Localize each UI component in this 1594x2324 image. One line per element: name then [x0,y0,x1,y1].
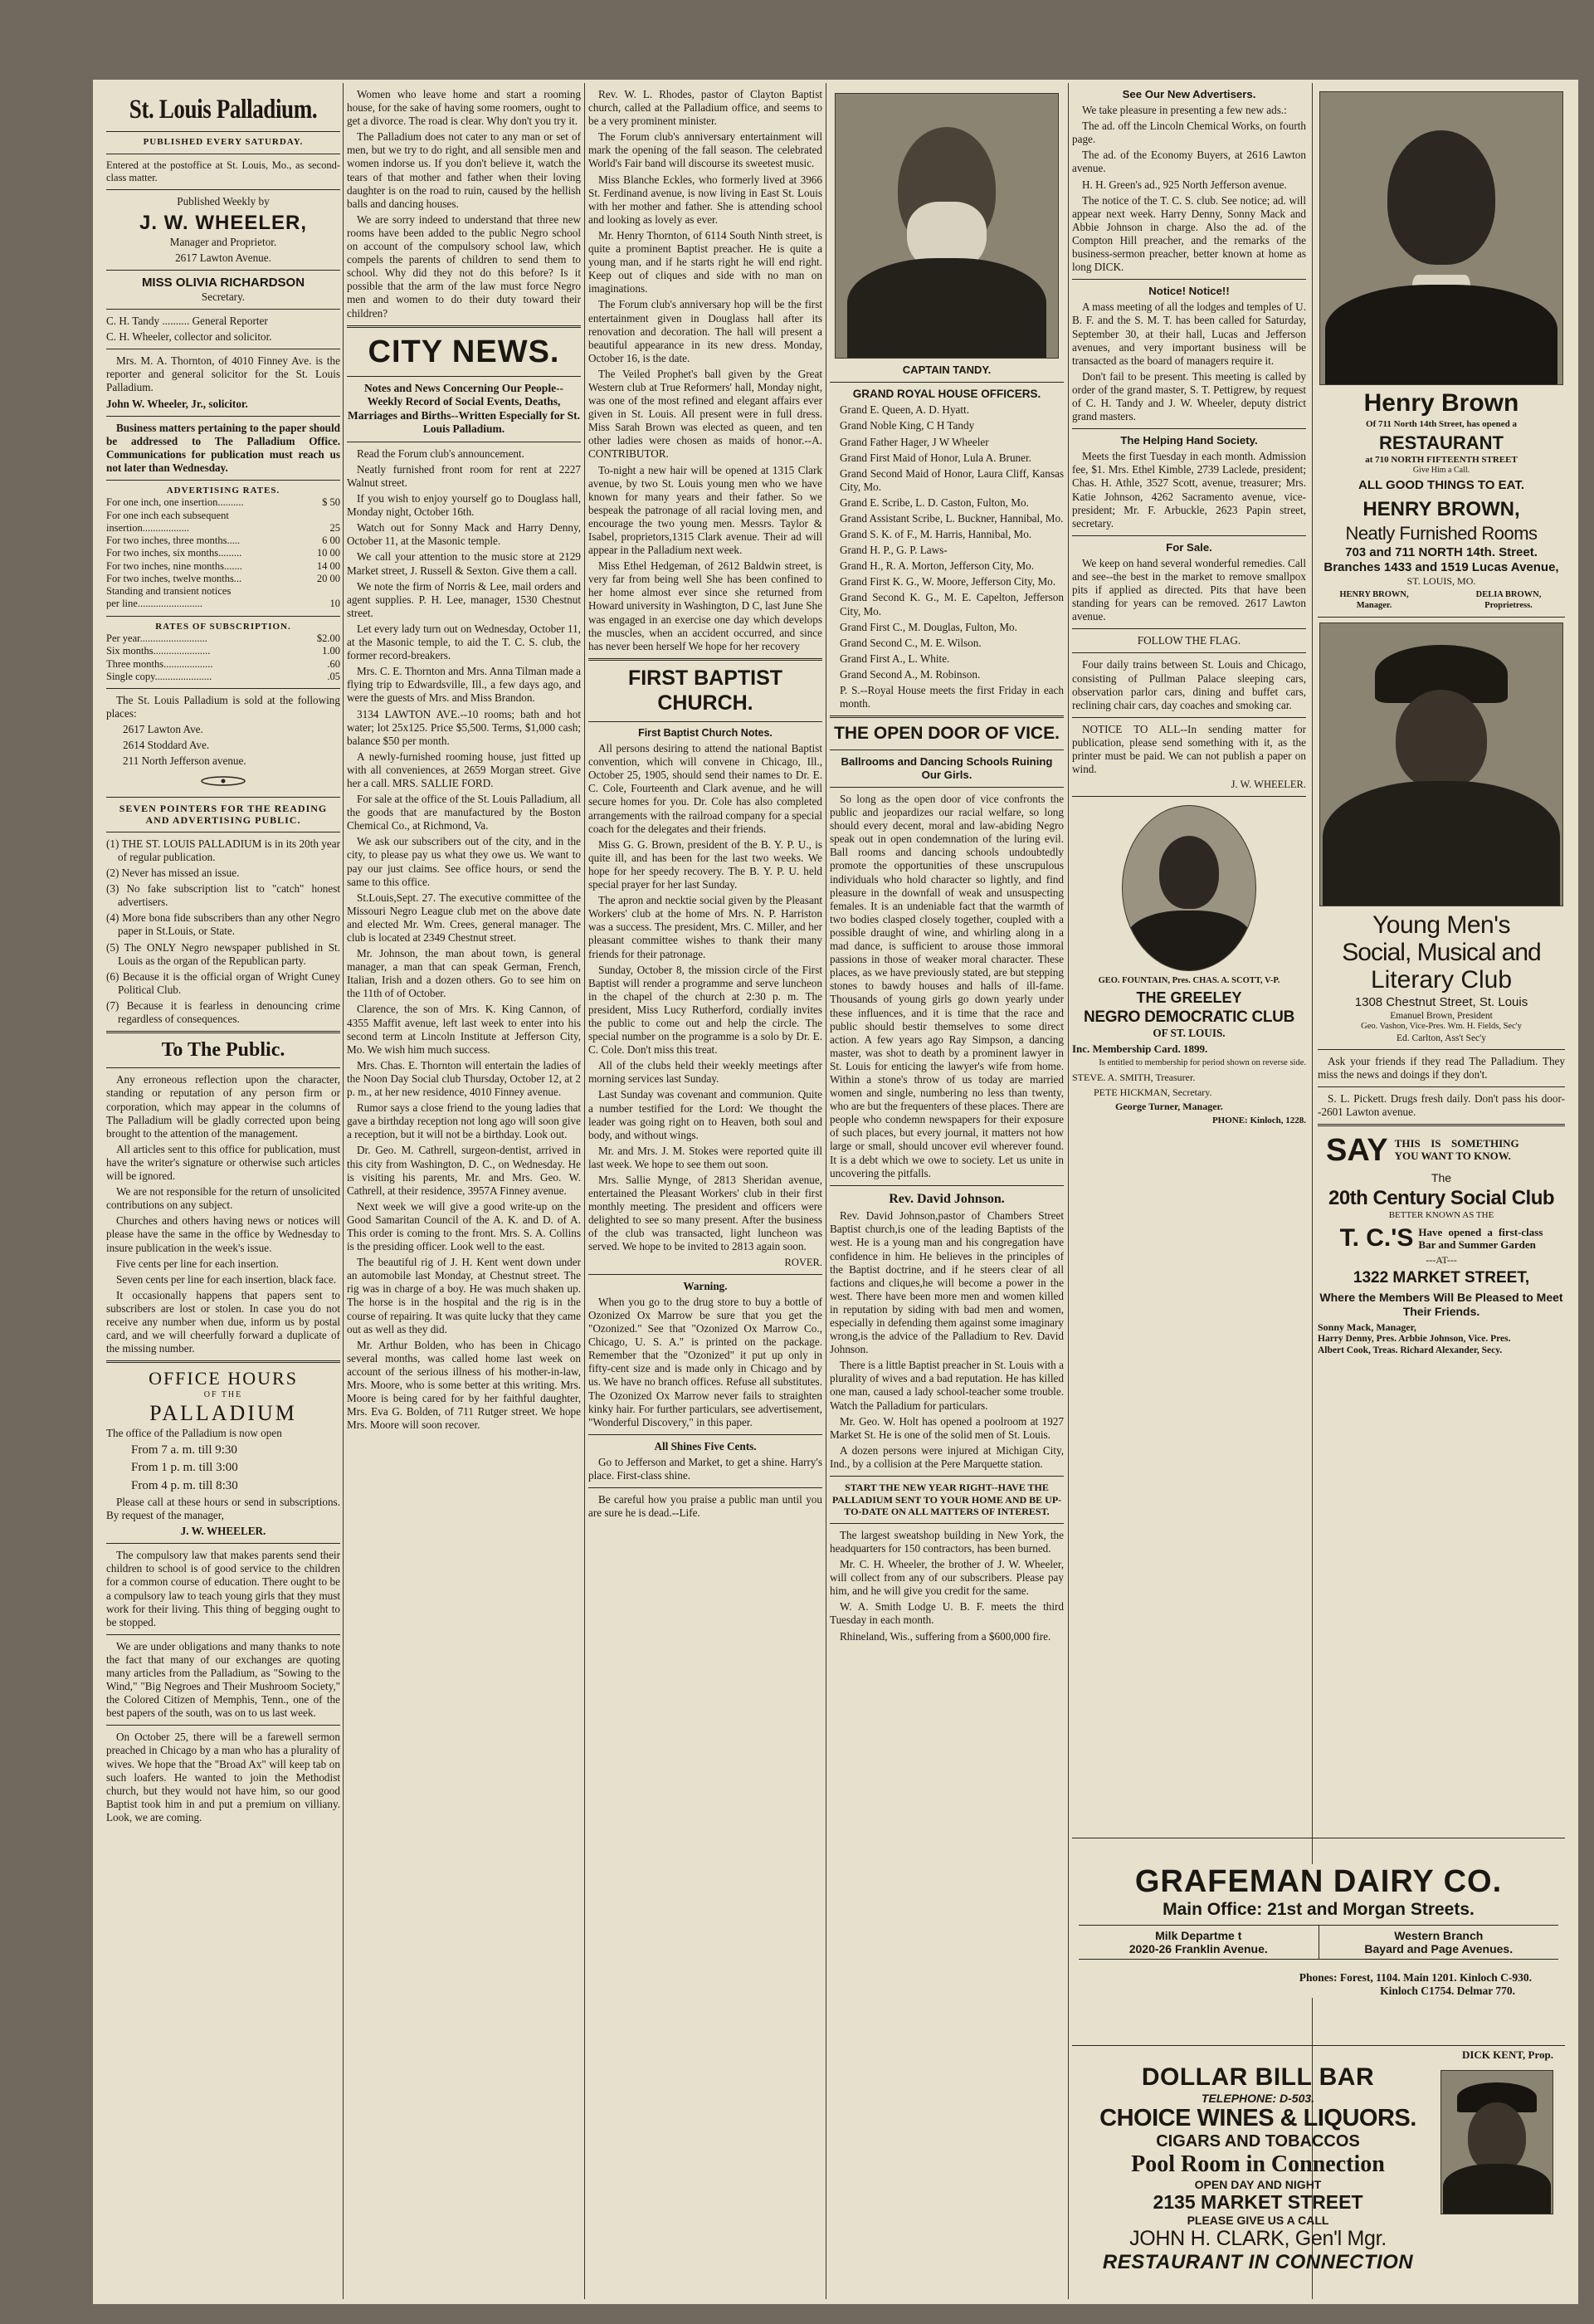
new-advertiser-paragraph: The ad. of the Economy Buyers, at 2616 Lawton avenue. [1072,149,1306,175]
tail-items [830,1529,1064,1643]
henry-brown-good: ALL GOOD THINGS TO EAT. [1358,478,1524,493]
officer-line: Grand Assistant Scribe, L. Buckner, Hannibal, Mo. [840,511,1064,525]
open-door-body: So long as the open door of vice confronts the public and jeopardizes our racial welfare, so long should every decent, moral and law-abiding Negro speak out in open condemnation of the luring evil. Ball rooms and dancing schools undoubtedly promote the opportunities of these unscrupulous individuals who hold character so lightly, and find pleasure in the downfall of weak and unsuspecting females. It is an undeniable fact that the warmth of two bodies clasped closely together, coupled with a possible draught of wine, and whirling along in a mad dance, is sufficient to arouse those immoral passions in those of weaker moral character. These places, as we have previously stated, are but stepping stones to bawdy houses and halls of ill-fame. Thousands of young girls go down yearly under these influences, and it is time that the race and public should bestir themselves to some direct action. A few years ago Ray Simpson, a dancing master, was shot to death by a prominent lawyer in St. Louis for enticing the lawyer's wife from home. Within a stone's throw of us today are married women and single, numbering no less than twenty, who are but the frequenters of these places. There are people who condemn newspapers for their exposure of such places, but every journal, it matters not how large or small, should uncover evil wherever found. It is a debt which we owe to society. Let us unite in uncovering the pitfalls. [830,793,1064,1179]
public-paragraph: It occasionally happens that papers sent to subscribers are lost or stolen. In case you do not receive any number when due, inform us by postal card, and we will cheerfully forward a duplicate of the missing number. [106,1288,340,1355]
news-paragraph: The Veiled Prophet's ball given by the Great Western club at True Reformers' hall, Monday night, was one of the most refined and elegant affairs ever given in St. Louis. All present were in full dress. Miss Sarah Brown was elected as queen, and ten other ladies were chosen as maids of honor.--A. CONTRIBUTOR. [588,367,822,461]
tail-paragraph: The largest sweatshop building in New York, the headquarters for 150 contractors, has been burned. [830,1528,1064,1555]
henry-brown-name: Henry Brown [1363,389,1519,417]
advertising-rate-row-label: For two inches, six months......... [106,547,242,559]
henry-brown-restaurant: RESTAURANT [1379,432,1504,453]
henry-brown-branches: Branches 1433 and 1519 Lucas Avenue, [1323,560,1559,575]
entered-notice: Entered at the postoffice at St. Louis, Mo., as second-class matter. [106,159,340,183]
to-the-public-body [106,1073,340,1355]
subscription-rate-row-price: 1.00 [322,645,340,657]
public-paragraph: We are not responsible for the return of unsolicited contributions on any subject. [106,1185,340,1212]
johnson-paragraph: A dozen persons were injured at Michigan City, Ind., by a collision at the Pere Marquette station. [830,1443,1064,1470]
news-paragraph: The Forum club's anniversary entertainment will mark the opening of the fall season. The celebrated World's Fair band will discourse its sweetest music. [588,130,822,170]
pickett-ad: S. L. Pickett. Drugs fresh daily. Don't pass his door--2601 Lawton avenue. [1318,1091,1565,1119]
young-mens-title-1: Young Men's [1372,911,1510,939]
grafeman-west [1319,1926,1559,1959]
young-mens-asst: Ed. Carlton, Ass't Sec'y [1397,1033,1486,1043]
pointer-item: (4) More bona fide subscribers than any other Negro paper in St.Louis, or State. [106,911,340,938]
shines-title: All Shines Five Cents. [654,1439,757,1452]
johnson-paragraph: There is a little Baptist preacher in St. Louis with a plurality of wives and a bad reputation. He has killed one man, caused a lady school-teacher some trouble. Watch the Palladium for particulars. [830,1359,1064,1412]
grafeman-milk [1079,1926,1319,1959]
dollar-bill-prop: DICK KENT, Prop. [1461,2048,1553,2061]
subscription-rate-row [106,632,340,645]
greeley-name: NEGRO DEMOCRATIC CLUB [1083,1008,1295,1027]
grafeman-milk-address: 2020-26 Franklin Avenue. [1128,1942,1268,1955]
say-where: Where the Members Will Be Pleased to Meet Their Friends. [1319,1290,1563,1318]
advertising-rate-row-price: 25 [329,521,340,534]
public-paragraph: Five cents per line for each insertion. [116,1257,279,1270]
notice-signature: J. W. WHEELER. [1231,779,1306,791]
officer-line: Grand Father Hager, J W Wheeler [840,435,989,448]
grafeman-name: GRAFEMAN DAIRY CO. [1134,1864,1503,1899]
dollar-bill-open: OPEN DAY AND NIGHT [1194,2178,1322,2191]
city-news-item: Dr. Geo. M. Cathrell, surgeon-dentist, arrived in this city from Washington, D. C., on Wednesday. He is visiting his parents, Mr. and Mrs. Geo. W. Cathrell, at their residence, 3957A Finney avenue. [347,1144,581,1197]
advertising-rate-row-label: insertion.................. [106,521,189,534]
grafeman-phones-2: Kinloch C1754. Delmar 770. [1380,1985,1515,1997]
young-mens-vps: Geo. Vashon, Vice-Pres. Wm. H. Fields, Sec'y [1361,1021,1522,1031]
grafeman-west-address: Bayard and Page Avenues. [1364,1942,1514,1955]
advertising-rate-row [106,547,340,559]
subscription-rate-row-label: Per year.......................... [106,632,207,645]
first-baptist-title: FIRST BAPTIST CHURCH. [627,666,783,715]
published-by: Published Weekly by [177,195,270,208]
advertising-rates-title: ADVERTISING RATES. [166,486,280,496]
city-news-item: Watch out for Sonny Mack and Harry Denny, October 11, at the Masonic temple. [347,521,581,548]
first-baptist-note: Miss G. G. Brown, president of the B. Y. P. U., is quite ill, and has been for the last two weeks. We hope for her speedy recovery. The B. Y. P. U. held special prayer for her last Sunday. [588,837,822,891]
advertising-rate-row-price: 20 00 [316,572,340,584]
ask-friends: Ask your friends if they read The Palladium. They miss the news and doings if they don't. [1318,1054,1565,1081]
secretary-name: MISS OLIVIA RICHARDSON [141,275,305,290]
column-3 [588,88,822,2296]
grafeman-phones: Phones: Forest, 1104. Main 1201. Kinloch C-930. [1299,1971,1532,1984]
young-mens-title-3: Literary Club [1370,965,1513,994]
say-header [1318,1131,1565,1169]
sales-place: 211 North Jefferson avenue. [123,754,246,768]
officer-line: Grand Second C., M. E. Wilson. [840,636,982,649]
tail-paragraph: W. A. Smith Lodge U. B. F. meets the third Tuesday in each month. [830,1600,1064,1627]
officer-line: Grand First A., L. White. [840,652,950,665]
new-advertiser-paragraph: We take pleasure in presenting a few new ads.: [1082,104,1287,117]
subscription-rate-row [106,645,340,657]
young-mens-portrait [1319,622,1563,906]
greeley-secretary: PETE HICKMAN, Secretary. [1094,1086,1212,1098]
officer-line: Grand E. Queen, A. D. Hyatt. [840,403,970,417]
sales-place: 2614 Stoddard Ave. [123,739,210,752]
publisher-name: J. W. WHEELER, [139,212,307,235]
grafeman-west-label: Western Branch [1394,1929,1484,1942]
open-door-title: THE OPEN DOOR OF VICE. [834,724,1060,744]
column-2 [347,88,581,2296]
photo-caption: CAPTAIN TANDY. [902,364,992,376]
news-paragraph: Mr. Henry Thornton, of 6114 South Ninth street, is quite a prominent Baptist preacher. He is quite a young man, and if he starts right he will end right. Keep out of cliques and side with no man on imaginations. [588,228,822,295]
subscription-rate-row-price: $2.00 [316,632,340,645]
city-news-item: Mr. Arthur Bolden, who has been in Chicago several months, was called home last week on account of the serious illness of his mother-in-law, Mrs. Moore, who is some better at this writing. Mrs. Moore is being cared for by her faithful daughter, Mrs. Eva G. Bolden, of 711 Rutger street. We hope Mrs. Moore will soon recover. [347,1338,581,1432]
news-paragraph: Rev. W. L. Rhodes, pastor of Clayton Baptist church, called at the Palladium office, and seems to be a very prominent minister. [588,88,822,128]
pointer-item: (2) Never has missed an issue. [106,867,240,880]
staff-line: C. H. Tandy .......... General Reporter [106,315,268,328]
column-rule [343,83,344,2299]
dollar-bill-address: 2135 MARKET STREET [1153,2191,1363,2213]
publisher-address: 2617 Lawton Avenue. [175,251,271,264]
reporter-note: Mrs. M. A. Thornton, of 4010 Finney Ave. is the reporter and general solicitor for the St. Louis Palladium. [106,354,340,394]
young-mens-address: 1308 Chestnut Street, St. Louis [1354,994,1528,1009]
officer-line: Grand Second K. G., M. E. Capelton, Jefferson City, Mo. [840,591,1064,618]
captain-tandy-portrait [835,93,1059,359]
first-baptist-note: Last Sunday was covenant and communion. Quite a number testified for the Lord: We thought the leader was going right on to Heaven, both soul and body, and without wings. [588,1088,822,1141]
advertising-rate-row-price: $ 50 [322,496,340,509]
city-news-item: Read the Forum club's announcement. [357,447,524,460]
first-baptist-subtitle: First Baptist Church Notes. [638,726,773,739]
new-advertisers-title: See Our New Advertisers. [1122,88,1256,100]
henry-brown-line: Of 711 North 14th Street, has opened a [1366,418,1517,429]
first-baptist-note: Mr. and Mrs. J. M. Stokes were reported quite ill last week. We hope to see them out soon. [588,1144,822,1170]
news-paragraph: Miss Blanche Eckles, who formerly lived at 3966 St. Ferdinand avenue, is now living in East St. Louis with her mother and father. She is attending school and looking as lovely as ever. [588,173,822,226]
city-news-item: We ask our subscribers out of the city, and in the city, to please pay us what they owe us. We want to pay our just claims. See office hours, or send the same to this office. [347,835,581,888]
officer-line: Grand Noble King, C H Tandy [840,419,975,432]
say-the: The [1431,1171,1452,1185]
office-signature: J. W. WHEELER. [180,1525,266,1538]
obligations-item: We are under obligations and many thanks to note the fact that many of our exchanges are quoting many articles from the Palladium, as "Sowing to the Wind," "Big Negroes and Their Mushroom Society," the Colored Citizen of Memphis, Tenn., one of the best papers of the south, was on to us last week. [106,1639,340,1720]
dollar-bill-please: PLEASE GIVE US A CALL [1187,2214,1329,2227]
greeley-officers: GEO. FOUNTAIN, Pres. CHAS. A. SCOTT, V-P. [1098,976,1280,986]
say-staff: Harry Denny, Pres. Arbbie Johnson, Vice. Pres. [1318,1334,1511,1345]
dollar-bill-telephone: TELEPHONE: D-503. [1201,2092,1315,2105]
city-news-item: For sale at the office of the St. Louis Palladium, all the goods that are manufactured by the Boston Chemical Co., at Richmond, Va. [347,793,581,832]
say-tcs-row [1318,1223,1565,1254]
to-the-public-title: To The Public. [161,1039,285,1062]
pointer-item: (3) No fake subscription list to "catch" honest advertisers. [106,882,340,909]
notice-title: Notice! Notice!! [1148,285,1230,298]
henry-brown-name-2: HENRY BROWN, [1362,497,1520,520]
city-news-subtitle: Notes and News Concerning Our People--Weekly Record of Social Events, Deaths, Marriages and Births--Written Especially for St. Louis Palladium. [348,381,580,436]
city-news-item: If you wish to enjoy yourself go to Douglass hall, Monday night, October 16th. [347,492,581,519]
johnson-paragraph: Rev. David Johnson,pastor of Chambers Street Baptist church,is one of the leading Baptists of the west. He is a young man and his congregation have confidence in him. He believes in the principles of the Baptist doctrine, and if he steers clear of all factions and cliques,he will become a power in the west. There have been more men and women killed in reputation by siding with bad men and women, especially in defending them against some imaginary wrong,is the advice of the Palladium to Rev. David Johnson. [830,1209,1064,1356]
johnson-paragraph: Mr. Geo. W. Holt has opened a poolroom at 1927 Market St. He is one of the solid men of St. Louis. [830,1414,1064,1441]
news-paragraphs [588,88,822,653]
city-news-item: Rumor says a close friend to the young ladies that gave a birthday reception not long ago will soon give a reception, but it will not be a birthday. Look out. [347,1101,581,1141]
greeley-phone: PHONE: Kinloch, 1228. [1211,1116,1306,1126]
sold-at: The St. Louis Palladium is sold at the following places: [106,694,340,720]
say-side: THIS IS SOMETHING YOU WANT TO KNOW. [1394,1137,1519,1163]
dollar-bill-manager: JOHN H. CLARK, Gen'l Mgr. [1129,2227,1387,2250]
john-clark-portrait [1440,2070,1553,2214]
henry-brown-rooms-address: 703 and 711 NORTH 14th. Street. [1345,544,1538,559]
business-note: Business matters pertaining to the paper should be addressed to The Palladium Office. Communications for publication must reach us not later than Wednesday. [106,421,340,474]
city-news-item: A newly-furnished rooming house, just fitted up with all conveniences, at 2659 Morgan street. Give her a call. MRS. SALLIE FORD. [347,749,581,789]
officer-line: Grand S. K. of F., M. Harris, Hannibal, Mo. [840,528,1032,541]
say-tcs: T. C.'S [1339,1224,1414,1252]
rover-signature: ROVER. [784,1256,822,1268]
subscription-rate-row-label: Six months...................... [106,645,211,657]
publisher-title: Manager and Proprietor. [169,235,277,248]
advertising-rate-row-price: 10 00 [316,547,340,559]
city-news-item: We call your attention to the music store at 2129 Market street, J. Russell & Sexton. Give them a call. [347,550,581,577]
advertising-rate-row-price: 10 [329,598,340,610]
city-news-item: St.Louis,Sept. 27. The executive committee of the Missouri Negro League club met on the above date and elected Mr. Wm. Crees, general manager. The club is located at 2349 Chestnut street. [347,891,581,945]
careful-quote: Be careful how you praise a public man until you are sure he is dead.--Life. [588,1493,822,1520]
advertising-rate-row-price: 14 00 [316,559,340,572]
public-paragraph: Any erroneous reflection upon the character, standing or reputation of any person firm or corporation, which may appear in the columns of The Palladium will be gladly corrected upon being brought to the attention of the management. [106,1073,340,1140]
city-news-item: Next week we will give a good write-up on the Good Samaritan Council of the A. K. and D. of A. This order is coming to the front. Mrs. S. A. Collins is the presiding officer. Look well to the east. [347,1199,581,1253]
column-4 [830,88,1064,2296]
advertising-rate-row [106,522,340,535]
say-at: ---AT--- [1426,1253,1457,1266]
column-rule [584,83,585,2299]
say-address: 1322 MARKET STREET, [1353,1269,1530,1287]
office-palladium: PALLADIUM [149,1401,297,1426]
advertising-rate-row [106,535,340,547]
officer-line: Grand Second Maid of Honor, Laura Cliff, Kansas City, Mo. [840,466,1064,493]
young-mens-title-2: Social, Musical and [1342,938,1541,966]
advertising-rate-row-price: 6 00 [322,535,340,547]
say-staff: Sonny Mack, Manager, [1318,1321,1416,1333]
officer-line: Grand First Maid of Honor, Lula A. Bruner. [840,451,1031,464]
henry-brown-call: Give Him a Call. [1412,466,1470,476]
say-word: SAY [1326,1133,1388,1169]
city-news-item: 3134 LAWTON AVE.--10 rooms; bath and hot water; lot 25x125. Price $5,500. Terms, $1,000 cash; balance $50 per month. [347,707,581,747]
new-year-notice: START THE NEW YEAR RIGHT--HAVE THE PALLADIUM SENT TO YOUR HOME AND BE UP-TO-DATE ON ALL MATTERS OF INTEREST. [831,1482,1062,1518]
tail-paragraph: Rhineland, Wis., suffering from a $600,000 fire. [840,1629,1051,1643]
for-sale-title: For Sale. [1166,540,1212,554]
young-mens-president: Emanuel Brown, President [1390,1010,1493,1021]
city-news-item: Neatly furnished front room for rent at 2227 Walnut street. [347,462,581,490]
grafeman-branches [1079,1925,1558,1960]
greeley-portrait-frame [1072,805,1306,971]
advertising-rate-row-price [310,585,340,598]
new-advertiser-paragraph: H. H. Green's ad., 925 North Jefferson avenue. [1082,178,1287,191]
office-hour: From 1 p. m. till 3:00 [131,1461,238,1475]
greeley-inc: Inc. Membership Card. 1899. [1072,1042,1208,1056]
ornament-icon [106,775,340,790]
editorial-paragraph: The Palladium does not cater to any man or set of men, but we try to do right, and all sensible men and women indorse us. If you don't believe it, watch the tears of that mother and father when their loving daughter is on the road to ruin, caused by the hellish balls and dancing houses. [347,130,581,210]
office-hour: From 7 a. m. till 9:30 [131,1443,237,1457]
office-hour: From 4 p. m. till 8:30 [131,1478,238,1492]
october25-item: On October 25, there will be a farewell sermon preached in Chicago by a man who has a plurality of wives. We hope that the "Broad Ax" will keep tab on such loafers. He wanted to join the Methodist church, but they would not have him, so our good Baptist took him in and put a premium on villiany. Look, we are coming. [106,1731,340,1824]
subscription-rate-row [106,658,340,671]
dollar-bill-rule [1072,2045,1565,2046]
advertising-rate-row-label: For two inches, nine months....... [106,559,242,572]
henry-brown-city: ST. LOUIS, MO. [1406,575,1476,588]
henry-brown-manager: HENRY BROWN, Manager. [1339,590,1409,610]
greeley-entitled: Is entitled to membership for period shown on reverse side. [1099,1058,1306,1068]
greeley-portrait [1122,805,1256,971]
advertising-rate-row-label: Standing and transient notices [106,585,232,598]
dollar-bill-restaurant: RESTAURANT IN CONNECTION [1102,2251,1414,2273]
office-intro: The office of the Palladium is now open [106,1427,282,1439]
advertising-rate-row [106,585,340,598]
public-paragraph: All articles sent to this office for publication, must have the writer's signature or otherwise such articles will be ignored. [106,1142,340,1183]
sales-place: 2617 Lawton Ave. [123,723,203,736]
subscription-rates-title: RATES OF SUBSCRIPTION. [155,621,291,632]
open-door-subtitle: Ballrooms and Dancing Schools Ruining Our Girls. [841,754,1053,781]
officer-line: Grand E. Scribe, L. D. Caston, Fulton, Mo. [840,496,1029,509]
dollar-bill-ad [1072,2048,1565,2302]
secretary-title: Secretary. [201,290,246,303]
advertising-rate-row-label: For two inches, twelve months... [106,572,242,584]
subscription-rate-row-price: .60 [327,657,340,670]
news-paragraph: The Forum club's anniversary hop will be the first entertainment given in Douglass hall after its renovation and decoration. The hall will present a beautiful appearance in its new dress. Monday, October 16, is the date. [588,298,822,364]
say-better: BETTER KNOWN AS THE [1388,1209,1494,1220]
for-sale-body: We keep on hand several wonderful remedies. Call and see--the best in the market to remove smallpox pits if applied as directed. Pits that have been standing for years can be removed. 2617 Lawton avenue. [1072,556,1306,623]
pointer-item: (6) Because it is the official organ of Wright Cuney Political Club. [106,969,340,996]
editorial-paragraphs [347,88,581,320]
warning-body: When you go to the drug store to buy a bottle of Ozonized Ox Marrow be sure that you get the "Ozonized." See that "Ozonized Ox Marrow Co., Chicago, U. S. A." is printed on the package. Remember that the "Ozonized" it put up only in fifty-cent size and is made only in Chicago and by us. We have no branch offices. Refuse all substitutes. The Ozonized Ox Marrow never fails to straighten kinky hair. For further particulars, see advertisement, "Wonderful Discovery," in this paper. [588,1295,822,1428]
dollar-bill-pool: Pool Room in Connection [1131,2151,1385,2177]
news-paragraph: To-night a new hair will be opened at 1315 Clark avenue, by two St. Louis young men who we have known for many years and their father. So we bespeak the patronage of all racial loving men, and encourage the two young men. Messrs. Taylor & Isabel, proprietors,1315 Clark avenue. Their ad will appear in the Palladium next week. [588,463,822,557]
city-news-items [347,447,581,1433]
say-staff: Albert Cook, Treas. Richard Alexander, Secy. [1318,1345,1503,1356]
column-1 [106,88,340,2296]
helping-hand-title: The Helping Hand Society. [1120,434,1258,447]
pointer-item: (5) The ONLY Negro newspaper published in St. Louis as the organ of the Republican party. [106,940,340,967]
officers-title: GRAND ROYAL HOUSE OFFICERS. [852,387,1041,400]
officer-line: Grand First C., M. Douglas, Fulton, Mo. [840,620,1017,633]
advertising-rate-row [106,496,340,509]
officer-line: Grand Second A., M. Robinson. [840,667,981,681]
follow-flag-body: Four daily trains between St. Louis and Chicago, consisting of Pullman Palace sleeping cars, observation parlor cars, dining and buffet cars, reclining chair cars, day coaches and smoking car. [1072,658,1306,711]
advertising-rate-row [106,510,340,522]
officer-line: Grand H. P., G. P. Laws- [840,544,948,557]
city-news-item: We note the firm of Norris & Lee, mail orders and agent supplies. P. H. Lee, manager, 1530 Chestnut street. [347,579,581,619]
subscription-rate-row [106,671,340,683]
dollar-bill-wines: CHOICE WINES & LIQUORS. [1099,2105,1416,2131]
officer-line: P. S.--Royal House meets the first Friday in each month. [840,684,1064,710]
grafeman-main: Main Office: 21st and Morgan Streets. [1163,1900,1475,1919]
first-baptist-note: Sunday, October 8, the mission circle of the First Baptist will render a programme and serve luncheon in the chapel of the church at 2:30 p. m. The president, Miss Lucy Rutherford, cordially invites the public to come out and help the circle. The special number on the programme is a solo by Dr. E. C. Cole. Don't miss this treat. [588,963,822,1057]
city-news-item: Let every lady turn out on Wednesday, October 11, at the Masonic temple, to aid the T. C. S. club, the former record-breakers. [347,622,581,662]
city-news-item: Mr. Johnson, the man about town, is general manager, a man that can speak German, French, Italian, Irish and a dozen others. Go to see him on the 11th of of October. [347,947,581,1000]
city-news-item: Mrs. Chas. E. Thornton will entertain the ladies of the Noon Day Social club Thursday, October 12, at 2 p. m., at her new residence, 4010 Finney avenue. [347,1058,581,1099]
first-baptist-note: All persons desiring to attend the national Baptist convention, which will convene in Chicago, Ill., October 25, 1905, should send their names to Dr. E. C. Cole, Fourteenth and Clark avenue, and he will secure homes for you. Dr. Cole has also completed arrangements with the railroad company for a special coach for the delegates and their friends. [588,742,822,835]
greeley-of: OF ST. LOUIS. [1153,1027,1226,1040]
notice-to-all: NOTICE TO ALL--In sending matter for publication, please send something with it, as the printer must be paid. We can not publish a paper on wind. [1072,722,1306,776]
follow-flag-title: FOLLOW THE FLAG. [1137,634,1241,647]
advertising-rate-row [106,598,340,610]
subscription-rate-row-price: .05 [327,670,340,682]
notice-body-2: Don't fail to be present. This meeting is called by order of the grand master, S. T. Pettigrew, by request of C. H. Tandy and J. W. Wheeler, deputy district grand masters. [1072,369,1306,423]
grafeman-milk-label: Milk Departme t [1155,1929,1242,1942]
henry-brown-rooms: Neatly Furnished Rooms [1345,522,1538,544]
first-baptist-note: The apron and necktie social given by the Pleasant Workers' club at the home of Mrs. N. P. Harriston was a success. The president, Mrs. C. Miller, and her pleasant committee wishes to thank their many friends for their patronage. [588,894,822,960]
johnson-items [830,1209,1064,1471]
advertising-rate-row [106,560,340,573]
pointers-list [106,837,340,1026]
advertising-rate-row-label: For one inch each subsequent [106,509,229,521]
public-paragraph: Churches and others having news or notices will please have the same in the office by Wednesday to insure publication in the week's issue. [106,1214,340,1254]
henry-brown-staff [1318,590,1565,612]
advertising-rate-row-label: For two inches, three months..... [106,535,241,547]
pointers-title: SEVEN POINTERS FOR THE READING AND ADVERTISING PUBLIC. [119,802,328,827]
city-news-title: CITY NEWS. [368,334,560,369]
first-baptist-note: All of the clubs held their weekly meetings after morning services last Sunday. [588,1059,822,1086]
say-opened: Have opened a first-class Bar and Summer Garden [1418,1226,1543,1251]
greeley-treasurer: STEVE. A. SMITH, Treasurer. [1072,1072,1196,1084]
warning-title: Warning. [683,1279,728,1292]
advertising-rate-row-price [310,510,340,522]
newspaper-page [93,80,1578,2304]
henry-brown-portrait [1319,91,1563,385]
office-of-the: OF THE [203,1390,243,1400]
dollar-bill-text [1092,2063,1424,2274]
city-news-item: Clarence, the son of Mrs. K. King Cannon, of 4355 Maffit avenue, left last week to enter into his second term at Lincoln Institute at Jefferson City, Mo. We wish him much success. [347,1003,581,1056]
pointer-item: (1) THE ST. LOUIS PALLADIUM is in its 20th year of regular publication. [106,837,340,863]
say-club: 20th Century Social Club [1328,1186,1555,1209]
office-note: Please call at these hours or send in subscriptions. By request of the manager, [106,1495,340,1522]
masthead: St. Louis Palladium. [129,95,318,124]
published-line: PUBLISHED EVERY SATURDAY. [143,137,304,148]
henry-brown-address: at 710 NORTH FIFTEENTH STREET [1365,454,1518,465]
greeley-the: THE GREELEY [1136,989,1242,1007]
henry-brown-proprietress: DELIA BROWN, Proprietress. [1475,590,1542,610]
notice-body: A mass meeting of all the lodges and temples of U. B. F. and the S. M. T. has been called for Saturday, September 30, at their hall, Lucas and Jefferson avenues, and very important business will be transacted as the board of managers require it. [1072,300,1306,367]
editorial-paragraph: We are sorry indeed to understand that three new rooms have been added to the public Negro school on account of the compulsory school law, which compels the parents of children to send them to school. Why did they not do this before? Is it possible that the arm of the law must force Negro men and women to do their duty toward their children? [347,212,581,320]
new-advertisers-body [1072,104,1306,274]
officer-line: Grand H., R. A. Morton, Jefferson City, Mo. [840,559,1035,573]
subscription-rate-row-label: Single copy...................... [106,670,212,682]
compulsory-item: The compulsory law that makes parents send their children to school is of good service to the children for a common course of education. There ought to be a compulsory law to teach young girls that they must work for their living. This thing of begging ought to be stopped. [106,1549,340,1628]
officers-list [830,403,1064,710]
city-news-item: The beautiful rig of J. H. Kent went down under an automobile last Monday, at Chestnut street. The rig was in charge of a boy. He was much shaken up. The horse is in the hospital and the rig is in the course of repairing. It was quite lucky that they came out as well as they did. [347,1256,581,1335]
solicitor-note: John W. Wheeler, Jr., solicitor. [106,397,248,410]
advertising-rate-row-label: per line......................... [106,598,202,610]
staff-line: C. H. Wheeler, collector and solicitor. [106,330,272,344]
dollar-bill-name: DOLLAR BILL BAR [1141,2063,1375,2091]
advertising-rates [106,496,340,610]
officer-line: Grand First K. G., W. Moore, Jefferson City, Mo. [840,575,1056,588]
editorial-paragraph: Women who leave home and start a rooming house, for the sake of having some roomers, ought to get a divorce. The road is clear. Why don't you try it. [347,88,581,128]
first-baptist-notes [588,742,822,1253]
column-rule [1068,83,1069,2299]
subscription-rate-row-label: Three months................... [106,657,213,670]
johnson-title: Rev. David Johnson. [889,1191,1005,1206]
public-paragraph: Seven cents per line for each insertion, black face. [116,1272,337,1286]
dollar-bill-cigars: CIGARS AND TOBACCOS [1156,2132,1360,2151]
subscription-rates [106,632,340,683]
grafeman-dairy-ad [1072,1864,1565,1998]
advertising-rate-row-label: For one inch, one insertion.......... [106,496,244,509]
tail-paragraph: Mr. C. H. Wheeler, the brother of J. W. Wheeler, will collect from any of our subscribers. Please pay him, and he will give you credit for the same. [830,1558,1064,1598]
city-news-item: Mrs. C. E. Thornton and Mrs. Anna Tilman made a flying trip to Edwardsville, Ill., a few days ago, and were the guests of Mrs. and Miss Brandon. [347,665,581,705]
advertising-rate-row [106,573,340,585]
first-baptist-note: Mrs. Sallie Mynge, of 2813 Sheridan avenue, entertained the Pleasant Workers' club in their first monthly meeting. The president and officers were delighted to see so many present. After the business of the club was transacted, light luncheon was served. We hope to be invited to 2813 again soon. [588,1174,822,1253]
pointer-item: (7) Because it is fearless in denouncing crime regardless of consequences. [106,998,340,1026]
news-paragraph: Miss Ethel Hedgeman, of 2612 Baldwin street, is very far from being well She has been confined to her home almost ever since she returned from Howard university in Washington, D C, last June She was engaged in an exercise one day which develops the muscles, when an accident occurred, and since has never been herself We hope for her recovery [588,559,822,652]
helping-hand-body: Meets the first Tuesday in each month. Admission fee, $1. Mrs. Ethel Kimble, 2739 Laclede, president; Chas. H. Athle, 3527 Scott, avenue, treasurer; Mrs. Katie Johnson, 4262 Sacramento avenue, vice-president; Mr. F. Arbuckle, 2623 Papin street, secretary. [1072,450,1306,530]
shines-body: Go to Jefferson and Market, to get a shine. Harry's place. First-class shine. [588,1455,822,1482]
new-advertiser-paragraph: The ad. off the Lincoln Chemical Works, on fourth page. [1072,120,1306,146]
new-advertiser-paragraph: The notice of the T. C. S. club. See notice; ad. will appear next week. Harry Denny, Sonny Mack and Abbie Johnson in charge. Also the ad. of the Compton Hill preacher, and the remarks of the business-sermon preacher, better known at home as long DICK. [1072,193,1306,274]
greeley-manager: George Turner, Manager. [1115,1101,1223,1113]
office-hours-title: OFFICE HOURS [149,1368,298,1389]
